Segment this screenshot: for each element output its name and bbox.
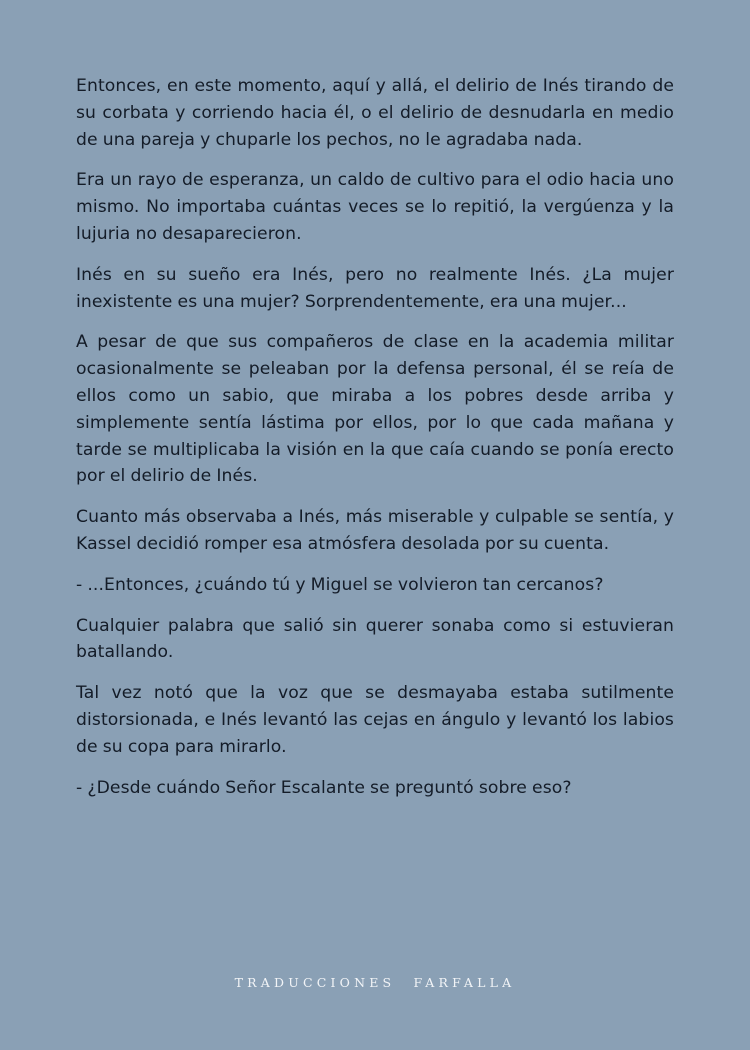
paragraph: Entonces, en este momento, aquí y allá, el delirio de Inés tirando de su corbata y corriendo hacia él, o el delirio de desnudarla en medio de una pareja y chuparle los pechos, no le agradaba nada.	[76, 76, 674, 150]
paragraph: A pesar de que sus compañeros de clase en la academia militar ocasionalmente se peleaban por la defensa personal, él se reía de ellos como un sabio, que miraba a los pobres desde arriba y simplemente sentía lástima por ellos, por lo que cada mañana y tarde se multiplicaba la visión en la que caía cuando se ponía erecto por el delirio de Inés.	[76, 332, 674, 487]
paragraph: Tal vez notó que la voz que se desmayaba estaba sutilmente distorsionada, e Inés levantó las cejas en ángulo y levantó los labios de su copa para mirarlo.	[76, 683, 674, 757]
dialogue-line: - ...Entonces, ¿cuándo tú y Miguel se volvieron tan cercanos?	[76, 574, 604, 595]
dialogue-line: - ¿Desde cuándo Señor Escalante se preguntó sobre eso?	[76, 777, 572, 798]
document-body	[76, 73, 674, 815]
translator-credit: TRADUCCIONES FARFALLA	[234, 975, 516, 990]
paragraph: Era un rayo de esperanza, un caldo de cultivo para el odio hacia uno mismo. No importaba cuántas veces se lo repitió, la vergúenza y la lujuria no desaparecieron.	[76, 170, 674, 244]
paragraph: Inés en su sueño era Inés, pero no realmente Inés. ¿La mujer inexistente es una mujer? Sorprendentemente, era una mujer...	[76, 264, 674, 312]
paragraph: Cuanto más observaba a Inés, más miserable y culpable se sentía, y Kassel decidió romper esa atmósfera desolada por su cuenta.	[76, 507, 674, 554]
paragraph: Cualquier palabra que salió sin querer sonaba como si estuvieran batallando.	[76, 615, 674, 663]
